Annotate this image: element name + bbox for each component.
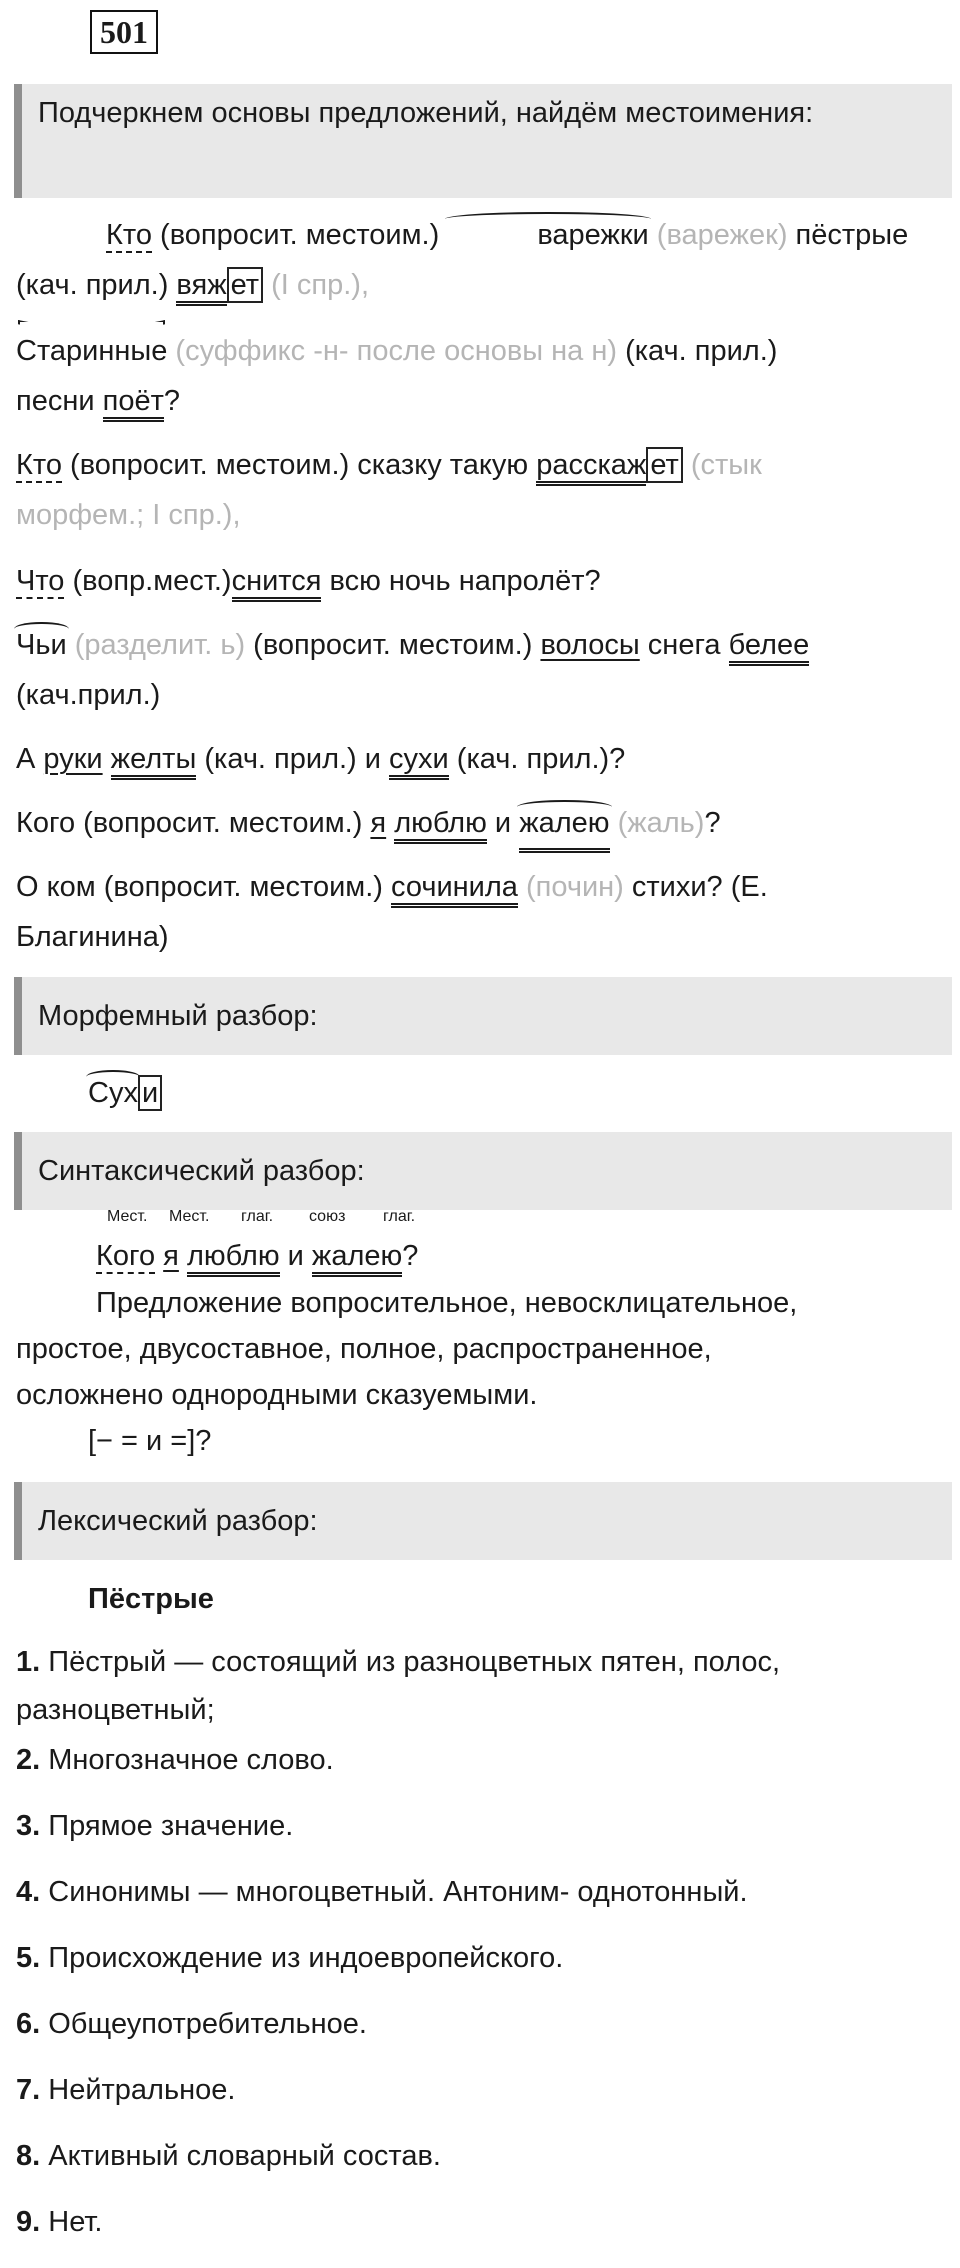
intro-text: Подчеркнем основы предложений, найдём местоимения:	[38, 97, 814, 129]
morpheme-ending: и	[138, 1075, 162, 1111]
word-ruki: руки	[43, 743, 103, 775]
word-suhi: сухи	[389, 743, 449, 780]
sentence-line-3	[16, 326, 946, 376]
pos-tag: союз	[309, 1208, 346, 1225]
sentence-line-8	[16, 620, 946, 670]
word-zhaleyu: жалею	[312, 1240, 402, 1277]
item-text: разноцветный;	[16, 1694, 215, 1726]
sentence-line-9	[16, 670, 946, 720]
note: (кач. прил.) и	[196, 743, 390, 775]
sentence-line-2	[16, 260, 946, 310]
punct: ?	[402, 1240, 419, 1272]
item-number: 7.	[16, 2074, 41, 2106]
gray-note: (стык	[682, 449, 762, 481]
sentence-line-6	[16, 490, 946, 540]
text: стихи? (Е.	[623, 871, 768, 903]
lexical-word: Пёстрые	[88, 1583, 214, 1615]
text: всю ночь напролёт?	[321, 565, 601, 597]
item-text: Общеупотребительное.	[40, 2008, 367, 2040]
word-kogo: Кого	[96, 1240, 156, 1272]
word-pestrye: пёстрые	[795, 219, 909, 251]
list-item	[16, 2198, 946, 2264]
morpheme-title: Морфемный разбор:	[38, 1000, 318, 1032]
word-kto: Кто	[16, 449, 62, 481]
list-item	[16, 1868, 946, 1934]
sentence-scheme: [− = и =]?	[88, 1425, 212, 1457]
list-item	[16, 2132, 946, 2198]
item-text: Синонимы — многоцветный. Антоним- однотонный.	[40, 1876, 748, 1908]
word-vyazhet-root: вяж	[176, 269, 226, 306]
list-item	[16, 1802, 946, 1868]
section-header-morpheme	[14, 977, 952, 1055]
sentence-line-13	[16, 912, 946, 962]
item-number: 8.	[16, 2140, 41, 2172]
sentence-line-10	[16, 734, 946, 784]
pos-tag: глаг.	[241, 1208, 274, 1225]
desc-line: Предложение вопросительное, невосклицательное,	[96, 1287, 798, 1319]
word-lyublyu: люблю	[394, 807, 487, 844]
word-ya: я	[163, 1240, 179, 1272]
item-number: 6.	[16, 2008, 41, 2040]
lexical-list	[16, 1638, 946, 2264]
morpheme-root: Сух	[88, 1068, 138, 1118]
pos-tag: Мест.	[169, 1208, 210, 1225]
sentence-line-5	[16, 440, 946, 490]
item-text: Активный словарный состав.	[40, 2140, 441, 2172]
sentence-line-7	[16, 556, 946, 606]
item-text: Пёстрый — состоящий из разноцветных пятен, полос,	[40, 1646, 781, 1678]
gray-note: (жаль)	[609, 807, 705, 839]
text: А	[16, 743, 44, 775]
item-number: 4.	[16, 1876, 41, 1908]
word-chyi: Чьи	[16, 620, 67, 670]
item-number: 3.	[16, 1810, 41, 1842]
word-snitsya: снится	[232, 565, 322, 602]
note: (вопр.мест.)	[64, 565, 232, 597]
note: (кач. прил.)	[625, 335, 778, 367]
morpheme-word	[88, 1068, 288, 1118]
pos-tag: Мест.	[107, 1208, 148, 1225]
word-kto: Кто	[106, 219, 152, 251]
section-header-intro	[14, 84, 952, 198]
sentence-line-11	[16, 798, 946, 853]
gray-note: морфем.; I спр.),	[16, 499, 241, 531]
gray-note: (суффикс -н- после основы на н)	[167, 335, 626, 367]
item-text: Нейтральное.	[40, 2074, 236, 2106]
gray-note: (I спр.),	[263, 269, 369, 301]
word-sochinila: сочинила	[391, 871, 518, 908]
text: снега	[639, 629, 729, 661]
author: Благинина)	[16, 921, 169, 953]
task-number: 501	[90, 10, 158, 54]
word-chto: Что	[16, 565, 65, 597]
gray-note: (почин)	[517, 871, 624, 903]
item-number: 9.	[16, 2206, 41, 2238]
list-item	[16, 1736, 946, 1802]
desc-line: простое, двусоставное, полное, распространенное,	[16, 1333, 712, 1365]
gray-note: (разделит. ь)	[66, 629, 254, 661]
desc-line: осложнено однородными сказуемыми.	[16, 1379, 538, 1411]
sentence-line-12	[16, 862, 946, 912]
note: (вопросит. местоим.)	[253, 629, 541, 661]
note: (кач.прил.)	[16, 679, 161, 711]
sentence-line-1	[16, 210, 946, 260]
section-header-syntax	[14, 1132, 952, 1210]
note: (кач. прил.)?	[448, 743, 626, 775]
word-varezhki: варежки	[447, 210, 648, 260]
word-belee: белее	[729, 629, 810, 666]
word-starinnye: Старинные	[16, 326, 167, 376]
note: (кач. прил.)	[16, 269, 177, 301]
lexical-title: Лексический разбор:	[38, 1505, 318, 1537]
word-rasskazhet-ending: ет	[646, 447, 682, 483]
syntax-title: Синтаксический разбор:	[38, 1155, 365, 1187]
note: Кого (вопросит. местоим.)	[16, 807, 371, 839]
note: О ком (вопросит. местоим.)	[16, 871, 392, 903]
list-item	[16, 1934, 946, 2000]
item-text: Прямое значение.	[40, 1810, 294, 1842]
section-header-lexical	[14, 1482, 952, 1560]
pos-tag: глаг.	[383, 1208, 416, 1225]
item-text: Многозначное слово.	[40, 1744, 334, 1776]
word-volosy: волосы	[540, 629, 640, 661]
word-vyazhet-ending: ет	[227, 267, 263, 303]
word-poet: поёт	[103, 385, 164, 422]
word-zhelty: желты	[111, 743, 197, 780]
item-number: 5.	[16, 1942, 41, 1974]
gray-note: (варежек)	[648, 219, 796, 251]
text: и	[279, 1240, 312, 1272]
note: (вопросит. местоим.) сказку такую	[61, 449, 537, 481]
list-item	[16, 1638, 946, 1736]
word-ya: я	[370, 807, 387, 839]
item-number: 1.	[16, 1646, 41, 1678]
punct: ?	[704, 807, 721, 839]
list-item	[16, 2000, 946, 2066]
syntax-description	[16, 1280, 946, 1464]
sentence-line-4	[16, 376, 946, 426]
word-rasskazhet-root: расскаж	[536, 449, 646, 486]
list-item	[16, 2066, 946, 2132]
item-number: 2.	[16, 1744, 41, 1776]
word-pesni: песни	[16, 385, 103, 417]
word-zhaleyu: жалею	[519, 798, 609, 853]
punct: ?	[163, 385, 180, 417]
text: и	[486, 807, 520, 839]
note: (вопросит. местоим.)	[151, 219, 448, 251]
item-text: Происхождение из индоевропейского.	[40, 1942, 564, 1974]
item-text: Нет.	[40, 2206, 103, 2238]
syntax-sentence	[16, 1232, 946, 1280]
word-lyublyu: люблю	[187, 1240, 280, 1277]
